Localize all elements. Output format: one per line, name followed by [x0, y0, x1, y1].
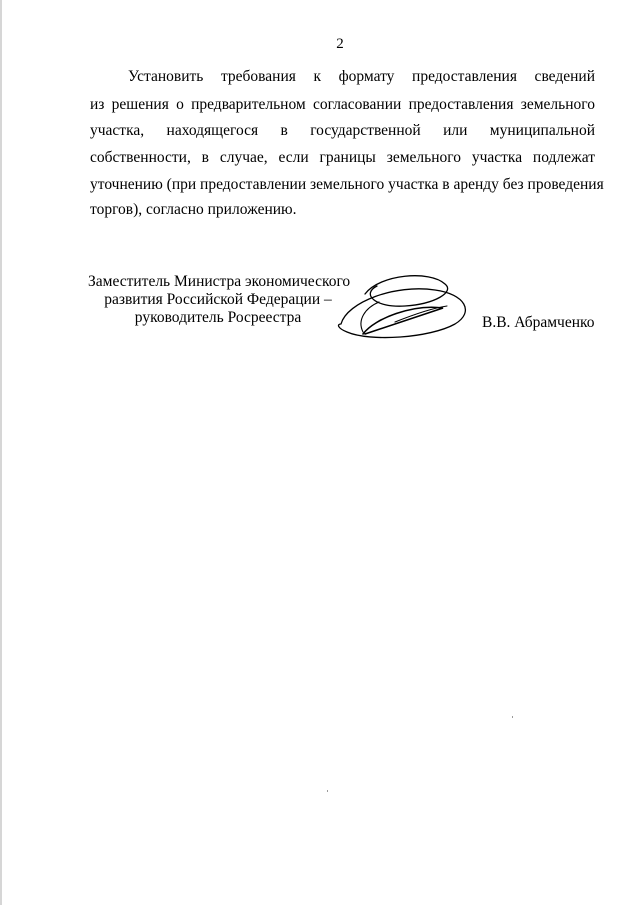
signer-title-line-3: руководитель Росреестра: [134, 309, 302, 326]
page-left-edge: [0, 0, 2, 905]
body-line-2: из решения о предварительном согласовании предоставления земельного: [90, 96, 595, 113]
body-line-5: уточнению (при предоставлении земельного участка в аренду без проведения: [90, 176, 604, 193]
handwritten-signature: [335, 262, 475, 342]
body-line-4: собственности, в случае, если границы земельного участка подлежат: [90, 149, 595, 166]
body-line-6: торгов), согласно приложению.: [90, 201, 297, 218]
scan-speck: [512, 716, 513, 718]
signer-title: [88, 273, 351, 327]
signer-title-line-2: развития Российской Федерации –: [104, 291, 332, 308]
body-line-1: Установить требования к формату предоставления сведений: [128, 68, 595, 85]
signer-title-line-1: Заместитель Министра экономического: [88, 273, 351, 290]
scan-speck: [327, 790, 328, 792]
signer-name: В.В. Абрамченко: [482, 314, 595, 331]
body-line-3: участка, находящегося в государственной или муниципальной: [90, 122, 595, 139]
page-number: 2: [336, 36, 344, 52]
